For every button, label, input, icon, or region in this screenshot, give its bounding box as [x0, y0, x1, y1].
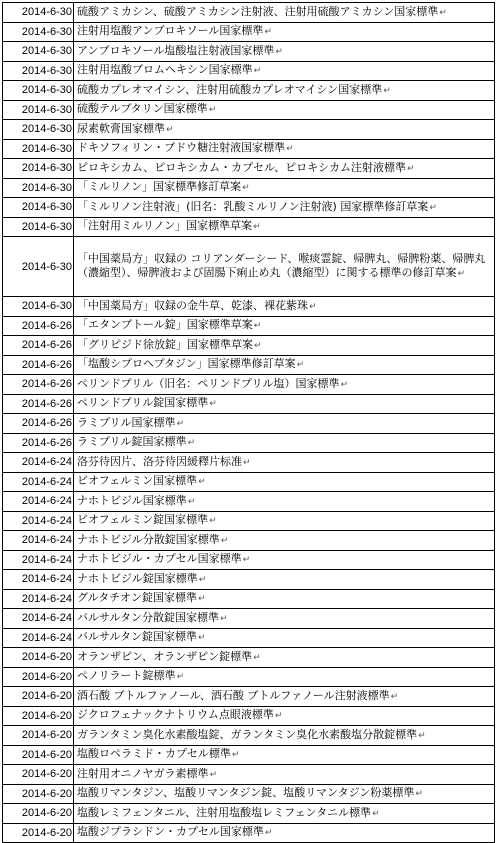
- paragraph-mark-icon: ↵: [198, 477, 206, 487]
- date-cell: [3, 609, 74, 629]
- paragraph-mark-icon: ↵: [254, 340, 262, 351]
- title-text: 塩酸レミフェンタニル、注射用塩酸塩レミフェンタニル標準: [77, 805, 372, 819]
- paragraph-mark-icon: ↵: [198, 594, 206, 604]
- paragraph-mark-icon: ↵: [209, 769, 218, 780]
- table-row: [3, 297, 495, 317]
- title-cell: [74, 100, 495, 120]
- date-cell: [3, 22, 74, 42]
- date-text: 2014-6-24: [21, 456, 72, 469]
- title-text: ジクロフェナックナトリウム点眼液標準: [77, 708, 274, 721]
- date-cell: [3, 355, 74, 375]
- date-text: 2014-6-26: [21, 378, 72, 391]
- date-cell: [3, 511, 74, 531]
- date-cell: [3, 472, 74, 492]
- table-row: [3, 472, 495, 492]
- table-row: [3, 628, 495, 648]
- title-cell: [74, 375, 495, 395]
- table-row: [3, 531, 495, 551]
- date-text: 2014-6-20: [21, 748, 72, 761]
- title-text: ペノリラート錠標準: [77, 669, 176, 682]
- paragraph-mark-icon: ↵: [264, 27, 272, 37]
- date-cell: [3, 492, 74, 512]
- table-row: [3, 178, 495, 198]
- title-text: ラミプリル国家標準: [77, 415, 176, 429]
- title-cell: [74, 804, 495, 824]
- title-cell: [74, 237, 495, 297]
- paragraph-mark-icon: ↵: [457, 269, 466, 279]
- title-text: 「グリピジド徐放錠」国家標準草案: [77, 337, 253, 351]
- title-text: ラミプリル錠国家標準: [77, 435, 187, 448]
- date-text: 2014-6-20: [21, 768, 72, 781]
- title-cell: [74, 297, 495, 317]
- title-cell: [74, 687, 495, 707]
- date-text: 2014-6-24: [21, 495, 72, 508]
- date-text: 2014-6-26: [21, 417, 72, 430]
- table-row: [3, 492, 495, 512]
- title-cell: [74, 453, 495, 473]
- date-text: 2014-6-24: [21, 514, 72, 527]
- date-cell: [3, 100, 74, 120]
- title-cell: [74, 394, 495, 414]
- date-cell: [3, 217, 74, 237]
- paragraph-mark-icon: ↵: [209, 516, 217, 526]
- table-row: [3, 42, 495, 62]
- title-cell: [74, 355, 495, 375]
- title-cell: [74, 628, 495, 648]
- paragraph-mark-icon: ↵: [372, 808, 380, 819]
- date-cell: [3, 726, 74, 746]
- table-row: [3, 394, 495, 414]
- title-text: ドキソフィリン・ブドウ糖注射液国家標準: [77, 141, 286, 154]
- table-row: [3, 375, 495, 395]
- paragraph-mark-icon: ↵: [275, 46, 283, 57]
- paragraph-mark-icon: ↵: [231, 750, 240, 760]
- paragraph-mark-icon: ↵: [220, 535, 229, 546]
- date-text: 2014-6-30: [21, 64, 72, 77]
- paragraph-mark-icon: ↵: [309, 301, 317, 312]
- title-text: バルサルタン錠国家標準: [77, 630, 198, 643]
- paragraph-mark-icon: ↵: [253, 321, 262, 331]
- title-text: 硫酸テルブタリン国家標準: [77, 102, 208, 115]
- date-text: 2014-6-20: [21, 729, 72, 742]
- date-text: 2014-6-30: [21, 45, 72, 58]
- date-cell: [3, 237, 74, 297]
- title-cell: [74, 531, 495, 551]
- date-cell: [3, 42, 74, 62]
- paragraph-mark-icon: ↵: [439, 7, 447, 18]
- table-row: [3, 355, 495, 375]
- title-text: ナホトビジル錠国家標準: [77, 571, 198, 585]
- date-cell: [3, 414, 74, 434]
- date-text: 2014-6-26: [21, 339, 72, 352]
- date-cell: [3, 198, 74, 218]
- title-cell: [74, 316, 495, 336]
- date-text: 2014-6-30: [21, 103, 72, 116]
- date-text: 2014-6-24: [21, 573, 72, 586]
- date-cell: [3, 453, 74, 473]
- date-text: 2014-6-26: [21, 358, 72, 371]
- date-text: 2014-6-30: [21, 201, 72, 214]
- table-row: [3, 217, 495, 237]
- title-cell: [74, 198, 495, 218]
- title-cell: [74, 726, 495, 746]
- date-cell: [3, 139, 74, 159]
- title-text: 洛芬待因片、洛芬待因緩釋片标准: [77, 454, 242, 468]
- date-text: 2014-6-20: [21, 807, 72, 820]
- table-row: [3, 453, 495, 473]
- title-text: 塩酸ジプラシドン・カプセル国家標準: [77, 825, 264, 838]
- title-cell: [74, 765, 495, 785]
- title-cell: [74, 22, 495, 42]
- paragraph-mark-icon: ↵: [253, 222, 261, 232]
- title-cell: [74, 648, 495, 668]
- date-cell: [3, 120, 74, 140]
- table-row: [3, 784, 495, 804]
- date-cell: [3, 745, 74, 765]
- date-cell: [3, 3, 74, 23]
- title-text: オランザピン、オランザピン錠標準: [77, 649, 253, 663]
- date-cell: [3, 648, 74, 668]
- title-cell: [74, 609, 495, 629]
- paragraph-mark-icon: ↵: [274, 711, 283, 721]
- title-cell: [74, 414, 495, 434]
- table-row: [3, 745, 495, 765]
- date-cell: [3, 589, 74, 609]
- title-cell: [74, 159, 495, 179]
- title-cell: [74, 139, 495, 159]
- date-text: 2014-6-24: [21, 534, 72, 547]
- date-text: 2014-6-20: [21, 787, 72, 800]
- paragraph-mark-icon: ↵: [243, 457, 251, 468]
- title-cell: [74, 511, 495, 531]
- title-cell: [74, 745, 495, 765]
- table-row: [3, 687, 495, 707]
- paragraph-mark-icon: ↵: [242, 183, 250, 193]
- title-cell: [74, 178, 495, 198]
- table-row: [3, 198, 495, 218]
- title-text: ペリンドプリル（旧名：ペリンドプリル塩）国家標準: [77, 376, 340, 390]
- title-cell: [74, 823, 495, 843]
- date-text: 2014-6-20: [21, 690, 72, 703]
- title-text: ナホトビジル分散錠国家標準: [77, 532, 220, 546]
- paragraph-mark-icon: ↵: [286, 144, 294, 154]
- table-row: [3, 511, 495, 531]
- date-cell: [3, 687, 74, 707]
- date-text: 2014-6-30: [21, 220, 72, 233]
- paragraph-mark-icon: ↵: [383, 85, 391, 96]
- title-text: 「ミルリノン」国家標準修訂草案: [77, 180, 242, 193]
- table-row: [3, 316, 495, 336]
- date-text: 2014-6-30: [21, 260, 72, 273]
- date-text: 2014-6-26: [21, 436, 72, 449]
- paragraph-mark-icon: ↵: [415, 789, 423, 799]
- title-text: 塩酸リマンタジン、塩酸リマンタジン錠、塩酸リマンタジン粉薬標準: [77, 786, 415, 799]
- paragraph-mark-icon: ↵: [264, 828, 273, 838]
- date-cell: [3, 433, 74, 453]
- title-text: 注射用塩酸ブロムヘキシン国家標準: [77, 63, 253, 76]
- table-row: [3, 159, 495, 179]
- title-cell: [74, 706, 495, 726]
- paragraph-mark-icon: ↵: [220, 613, 228, 624]
- date-text: 2014-6-30: [21, 25, 72, 38]
- table-row: [3, 609, 495, 629]
- date-text: 2014-6-20: [21, 670, 72, 683]
- title-cell: [74, 472, 495, 492]
- date-text: 2014-6-30: [21, 181, 72, 194]
- title-text: ナホトビジル国家標準: [77, 493, 187, 507]
- title-text: ガランタミン臭化水素酸塩錠、ガランタミン臭化水素酸塩分散錠標準: [77, 727, 418, 741]
- table-row: [3, 823, 495, 843]
- table-row: [3, 61, 495, 81]
- table-row: [3, 706, 495, 726]
- date-text: 2014-6-30: [21, 162, 72, 175]
- table-row: [3, 237, 495, 297]
- date-text: 2014-6-30: [21, 6, 72, 19]
- table-row: [3, 667, 495, 687]
- date-cell: [3, 375, 74, 395]
- title-text: 「塩酸シプロヘプタジン」国家標準修訂草案: [77, 357, 296, 370]
- date-cell: [3, 784, 74, 804]
- table-row: [3, 804, 495, 824]
- table-row: [3, 589, 495, 609]
- title-text: ビオフェルミン錠国家標準: [77, 513, 209, 526]
- title-cell: [74, 81, 495, 101]
- title-text: 硫酸アミカシン、硫酸アミカシン注射液、注射用硫酸アミカシン国家標準: [77, 4, 439, 18]
- paragraph-mark-icon: ↵: [340, 379, 349, 390]
- table-row: [3, 336, 495, 356]
- title-text: アンブロキソール塩酸塩注射液国家標準: [77, 43, 275, 57]
- paragraph-mark-icon: ↵: [407, 163, 415, 174]
- title-cell: [74, 492, 495, 512]
- title-text: ピロキシカム、ピロキシカム・カプセル、ピロキシカム注射液標準: [77, 160, 407, 174]
- paragraph-mark-icon: ↵: [253, 66, 262, 76]
- title-text: 尿素軟膏国家標準: [77, 121, 165, 135]
- date-cell: [3, 550, 74, 570]
- date-cell: [3, 159, 74, 179]
- title-text: 酒石酸 ブトルファノール、酒石酸 ブトルファノール注射液標準: [77, 688, 390, 702]
- paragraph-mark-icon: ↵: [198, 633, 206, 643]
- table-row: [3, 765, 495, 785]
- date-text: 2014-6-24: [21, 592, 72, 605]
- title-cell: [74, 589, 495, 609]
- title-cell: [74, 120, 495, 140]
- paragraph-mark-icon: ↵: [176, 672, 185, 682]
- date-cell: [3, 336, 74, 356]
- title-text: 「注射用ミルリノン」国家標準草案: [77, 219, 253, 232]
- date-cell: [3, 765, 74, 785]
- title-text: 「中国薬局方」収録の コリアンダーシード、喉痰霊錠、帰脾丸、帰脾粉薬、帰脾丸（濃縮型）、帰脾液および固腸下痢止め丸（濃縮型）に関する標準の修訂草案: [77, 251, 486, 279]
- title-text: 注射用オニノヤガラ素標準: [77, 766, 209, 780]
- standards-table-body: [3, 3, 495, 843]
- table-row: [3, 648, 495, 668]
- table-row: [3, 100, 495, 120]
- title-text: 硫酸カプレオマイシン、注射用硫酸カプレオマイシン国家標準: [77, 82, 383, 96]
- paragraph-mark-icon: ↵: [166, 124, 174, 135]
- date-cell: [3, 628, 74, 648]
- date-cell: [3, 804, 74, 824]
- table-row: [3, 3, 495, 23]
- date-text: 2014-6-30: [21, 84, 72, 97]
- paragraph-mark-icon: ↵: [209, 399, 217, 409]
- title-cell: [74, 570, 495, 590]
- title-cell: [74, 217, 495, 237]
- date-cell: [3, 297, 74, 317]
- title-cell: [74, 550, 495, 570]
- title-text: 「エタンブトール錠」国家標準草案: [77, 318, 253, 331]
- title-cell: [74, 667, 495, 687]
- table-row: [3, 550, 495, 570]
- table-row: [3, 570, 495, 590]
- table-row: [3, 726, 495, 746]
- table-row: [3, 433, 495, 453]
- date-cell: [3, 178, 74, 198]
- date-text: 2014-6-26: [21, 397, 72, 410]
- title-cell: [74, 336, 495, 356]
- paragraph-mark-icon: ↵: [429, 202, 437, 213]
- date-text: 2014-6-24: [21, 612, 72, 625]
- paragraph-mark-icon: ↵: [176, 418, 185, 429]
- date-cell: [3, 394, 74, 414]
- table-row: [3, 139, 495, 159]
- paragraph-mark-icon: ↵: [208, 105, 217, 115]
- title-text: 「中国薬局方」収録の金牛草、乾漆、裸花紫珠: [77, 298, 308, 312]
- date-cell: [3, 81, 74, 101]
- date-text: 2014-6-24: [21, 475, 72, 488]
- paragraph-mark-icon: ↵: [253, 652, 261, 663]
- date-text: 2014-6-30: [21, 142, 72, 155]
- title-cell: [74, 784, 495, 804]
- date-cell: [3, 316, 74, 336]
- title-cell: [74, 42, 495, 62]
- standards-table: [2, 2, 495, 843]
- title-cell: [74, 433, 495, 453]
- paragraph-mark-icon: ↵: [187, 438, 196, 448]
- table-row: [3, 81, 495, 101]
- table-row: [3, 120, 495, 140]
- title-cell: [74, 3, 495, 23]
- date-cell: [3, 823, 74, 843]
- date-text: 2014-6-24: [21, 553, 72, 566]
- paragraph-mark-icon: ↵: [187, 496, 196, 507]
- date-cell: [3, 61, 74, 81]
- paragraph-mark-icon: ↵: [296, 360, 305, 370]
- paragraph-mark-icon: ↵: [418, 730, 426, 741]
- title-text: ビオフェルミン国家標準: [77, 474, 198, 487]
- title-text: バルサルタン分散錠国家標準: [77, 610, 220, 624]
- date-text: 2014-6-24: [21, 631, 72, 644]
- title-text: 「ミルリノン注射液」(旧名：乳酸ミルリノン注射液) 国家標準修訂草案: [77, 199, 429, 213]
- date-text: 2014-6-30: [21, 123, 72, 136]
- table-row: [3, 414, 495, 434]
- date-text: 2014-6-20: [21, 826, 72, 839]
- title-text: 塩酸ロペラミド・カプセル標準: [77, 747, 231, 760]
- paragraph-mark-icon: ↵: [390, 691, 399, 702]
- title-text: 注射用塩酸アンブロキソール国家標準: [77, 24, 264, 37]
- date-text: 2014-6-30: [21, 300, 72, 313]
- date-cell: [3, 570, 74, 590]
- date-text: 2014-6-20: [21, 651, 72, 664]
- date-text: 2014-6-20: [21, 709, 72, 722]
- date-cell: [3, 531, 74, 551]
- title-text: ナホトビジル・カプセル国家標準: [77, 552, 242, 565]
- paragraph-mark-icon: ↵: [242, 555, 251, 565]
- title-cell: [74, 61, 495, 81]
- title-text: ペリンドプリル錠国家標準: [77, 396, 209, 409]
- date-cell: [3, 667, 74, 687]
- date-text: 2014-6-26: [21, 319, 72, 332]
- paragraph-mark-icon: ↵: [198, 574, 207, 585]
- table-row: [3, 22, 495, 42]
- date-cell: [3, 706, 74, 726]
- title-text: グルタチオン錠国家標準: [77, 591, 198, 604]
